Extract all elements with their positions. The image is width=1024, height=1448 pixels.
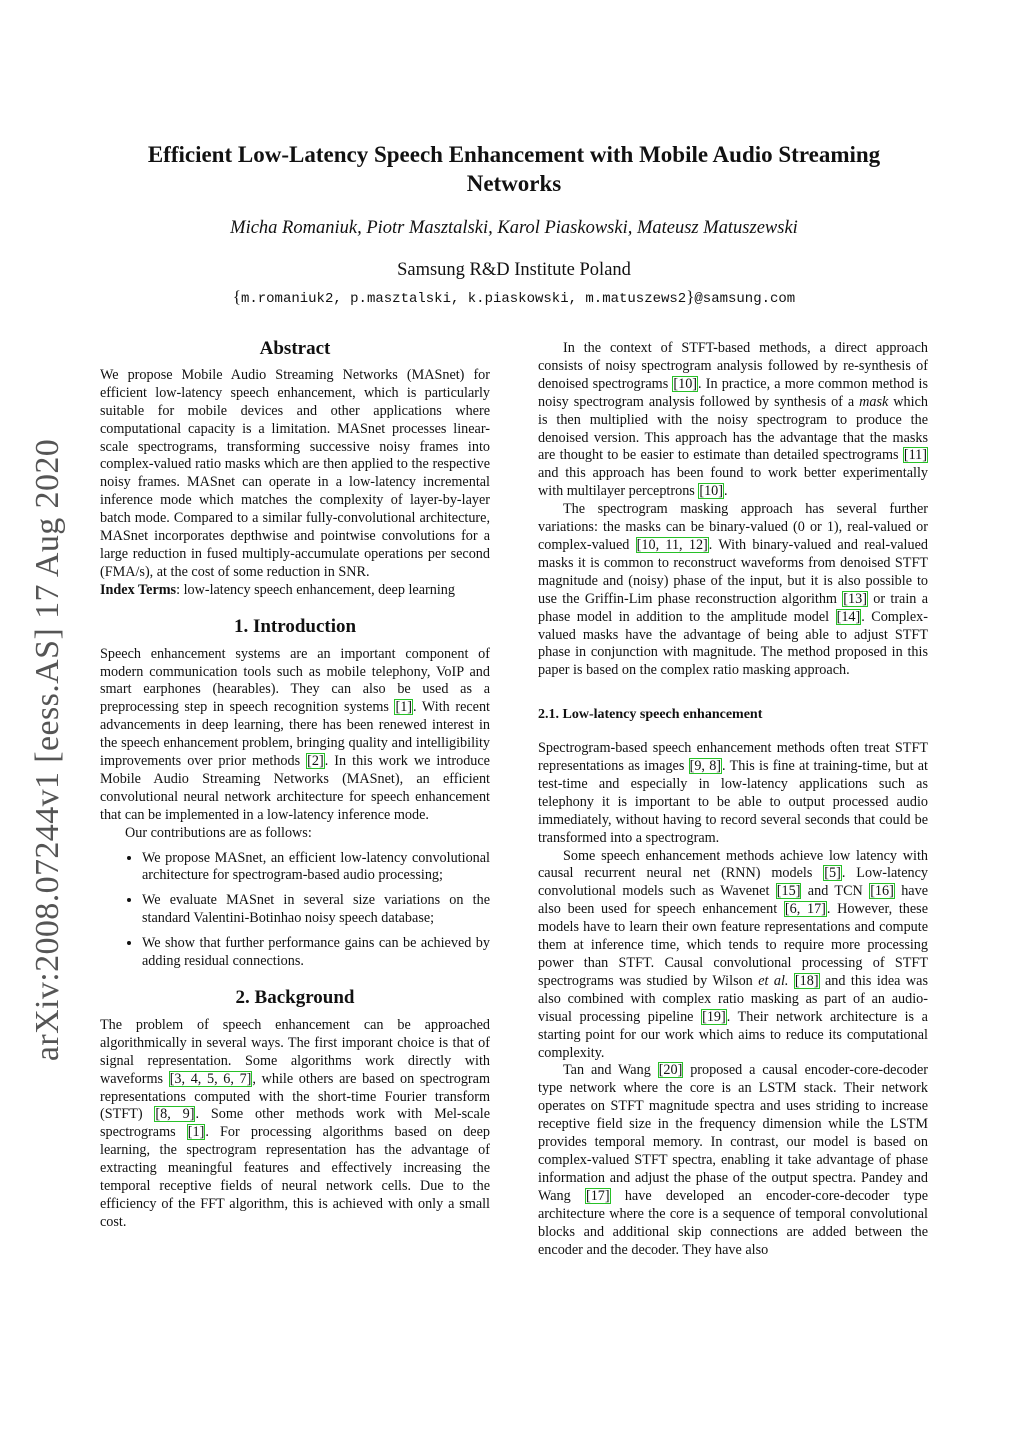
right-paragraph-2: The spectrogram masking approach has several further variations: the masks can be binary-valued (0 or 1), real-valued or complex-valued [10, 11, 12]. With binary-valued and real-valued masks it is common to reconstruct waveforms from denoised STFT magnitude and (noisy) phase of the input, but it is also possible to use the Griffin-Lim phase reconstruction algorithm [13] or train a phase model in addition to the amplitude model [14]. Complex-valued masks have the advantage of being able to adjust STFT phase in conjunction with magnitude. The method proposed in this paper is based on the complex ratio masking approach. xyxy=(538,501,928,679)
contributions-list xyxy=(100,850,490,971)
background-heading: 2. Background xyxy=(235,987,355,1008)
affiliation: Samsung R&D Institute Poland xyxy=(397,260,631,280)
email-domain: @samsung.com xyxy=(694,291,796,307)
citation-link[interactable]: [11] xyxy=(903,447,927,464)
citation-link[interactable]: [8, 9] xyxy=(155,1106,195,1123)
right-paragraph-3: Spectrogram-based speech enhancement methods often treat STFT representations as images [9, 8]. This is fine at training-time, but at test-time and especially in low-latency applications such as telephony it is important to be able to output processed audio immediately, without having to record several seconds that could be transformed into a spectrogram. xyxy=(538,740,928,846)
citation-link[interactable]: [10] xyxy=(673,375,698,392)
list-item: • We show that further performance gains can be achieved by adding residual connections. xyxy=(142,935,490,971)
intro-heading: 1. Introduction xyxy=(233,615,357,637)
index-terms xyxy=(100,582,490,600)
citation-link[interactable]: [14] xyxy=(836,608,861,625)
index-terms-label: Index Terms xyxy=(100,581,177,598)
list-item: • We propose MASnet, an efficient low-latency convolutional architecture for spectrogram-based audio processing; xyxy=(142,850,490,886)
citation-link[interactable]: [9, 8] xyxy=(689,758,722,775)
email-line xyxy=(100,287,928,307)
citation-link[interactable]: [15] xyxy=(776,883,801,900)
paper-title: Efficient Low-Latency Speech Enhancement with Mobile Audio Streaming Networks xyxy=(147,142,881,196)
abstract-text: We propose Mobile Audio Streaming Networks (MASnet) for efficient low-latency speech enhancement, which is particularly suitable for mobile devices and other applications where computational capacity is a limitation. MASnet processes linear-scale spectrograms, transforming successive noisy frames into complex-valued ratio masks which are then applied to the respective noisy frames. MASnet can operate in a low-latency incremental inference mode which matches the complexity of layer-by-layer batch mode. Compared to a similar fully-convolutional architecture, MASnet incorporates depthwise and pointwise convolutions for a large reduction in fused multiply-accumulate operations per second (FMA/s), at the cost of some reduction in SNR. xyxy=(100,366,490,580)
right-paragraph-5: Tan and Wang [20] proposed a causal encoder-core-decoder type network where the core is an LSTM stack. Their network operates on STFT magnitude spectra and uses striding to increase receptive field size in the frequency dimension while the LSTM provides temporal memory. In contrast, our model is based on complex-valued STFT spectra, enabling it take advantage of phase information and adjust the phase of the output spectra. Pandey and Wang [17] have developed an encoder-core-decoder type architecture where the core is a sequence of temporal convolutional blocks and additional skip connections are added between the encoder and the decoder. They have also xyxy=(538,1062,928,1258)
arxiv-id: arXiv:2008.07244v1 [eess.AS] 17 Aug 2020 xyxy=(29,438,66,1062)
citation-link[interactable]: [1] xyxy=(187,1124,205,1141)
subsection-heading: 2.1. Low-latency speech enhancement xyxy=(538,707,763,723)
arxiv-sidebar xyxy=(26,420,70,1080)
citation-link[interactable]: [3, 4, 5, 6, 7] xyxy=(169,1070,252,1087)
citation-link[interactable]: [1] xyxy=(395,699,413,716)
right-paragraph-1: In the context of STFT-based methods, a direct approach consists of noisy spectrogram analysis followed by re-synthesis of denoised spectrograms [10]. In practice, a more common method is noisy spectrogram analysis followed by synthesis of a mask which is then multiplied with the noisy spectrogram to produce the denoised version. This approach has the advantage that the masks are thought to be easier to estimate than detailed spectrograms [11] and this approach has been found to work better experimentally with multilayer perceptrons [10]. xyxy=(538,340,929,500)
citation-link[interactable]: [10, 11, 12] xyxy=(636,536,708,553)
right-paragraph-4: Some speech enhancement methods achieve low latency with causal recurrent neural net (RNN) models [5]. Low-latency convolutional models such as Wavenet [15] and TCN [16] have also been used for speech enhancement [6, 17]. However, these models have to learn their own feature representations and compute them at inference time, which tends to require more processing power than STFT. Causal convolutional processing of STFT spectrograms was studied by Wilson et al. [18] and this idea was also combined with complex ratio masking as part of an audio-visual processing pipeline [19]. Their network architecture is a starting point for our work which aims to reduce its computational complexity. xyxy=(538,847,929,1061)
list-item: • We evaluate MASnet in several size variations on the standard Valentini-Botinhao noisy speech database; xyxy=(142,892,490,928)
left-column xyxy=(100,340,490,1232)
citation-link[interactable]: [2] xyxy=(307,753,324,770)
citation-link[interactable]: [19] xyxy=(702,1008,726,1025)
citation-link[interactable]: [18] xyxy=(794,972,819,989)
index-terms-text: : low-latency speech enhancement, deep learning xyxy=(176,581,455,598)
mask-term: mask xyxy=(859,393,889,410)
background-paragraph-1: The problem of speech enhancement can be approached algorithmically in several ways. The first imporant choice is that of signal representation. Some algorithms work directly with waveforms [3, 4, 5, 6, 7], while others are based on spectrogram representations computed with the short-time Fourier transform (STFT) [8, 9]. Some other methods work with Mel-scale spectrograms [1]. For processing algorithms based on deep learning, the spectrogram representation has the advantage of extracting meaningful features and effectively increasing the temporal receptive fields of neural network cells. Due to the efficiency of the FFT algorithm, this is achieved with only a small cost. xyxy=(100,1016,491,1230)
email-close-brace: } xyxy=(686,287,695,306)
citation-link[interactable]: [6, 17] xyxy=(784,901,826,918)
citation-link[interactable]: [17] xyxy=(585,1187,610,1204)
right-column xyxy=(538,340,928,1259)
citation-link[interactable]: [20] xyxy=(658,1062,683,1079)
citation-link[interactable]: [13] xyxy=(843,590,867,607)
abstract-heading: Abstract xyxy=(259,338,331,359)
citation-link[interactable]: [5] xyxy=(824,865,841,882)
email-open-brace: { xyxy=(232,287,241,306)
email-names: m.romaniuk2, p.masztalski, k.piaskowski, m.matuszews2 xyxy=(240,291,687,307)
citation-link[interactable]: [16] xyxy=(870,883,894,900)
et-al: et al. xyxy=(758,972,789,989)
intro-paragraph-2: Our contributions are as follows: xyxy=(125,824,312,841)
intro-paragraph-1: Speech enhancement systems are an important component of modern communication tools such as mobile telephony, VoIP and smart earphones (hearables). They can also be used as a preprocessing step in speech recognition systems [1]. With recent advancements in deep learning, there has been renewed interest in the speech enhancement problem, bringing quality and intelligibility improvements over prior methods [2]. In this work we introduce Mobile Audio Streaming Networks (MASnet), an efficient convolutional neural network architecture for speech enhancement that can be implemented in a low-latency inference mode. xyxy=(100,645,490,823)
authors: Micha Romaniuk, Piotr Masztalski, Karol Piaskowski, Mateusz Matuszewski xyxy=(230,218,798,238)
citation-link[interactable]: [10] xyxy=(699,483,723,500)
